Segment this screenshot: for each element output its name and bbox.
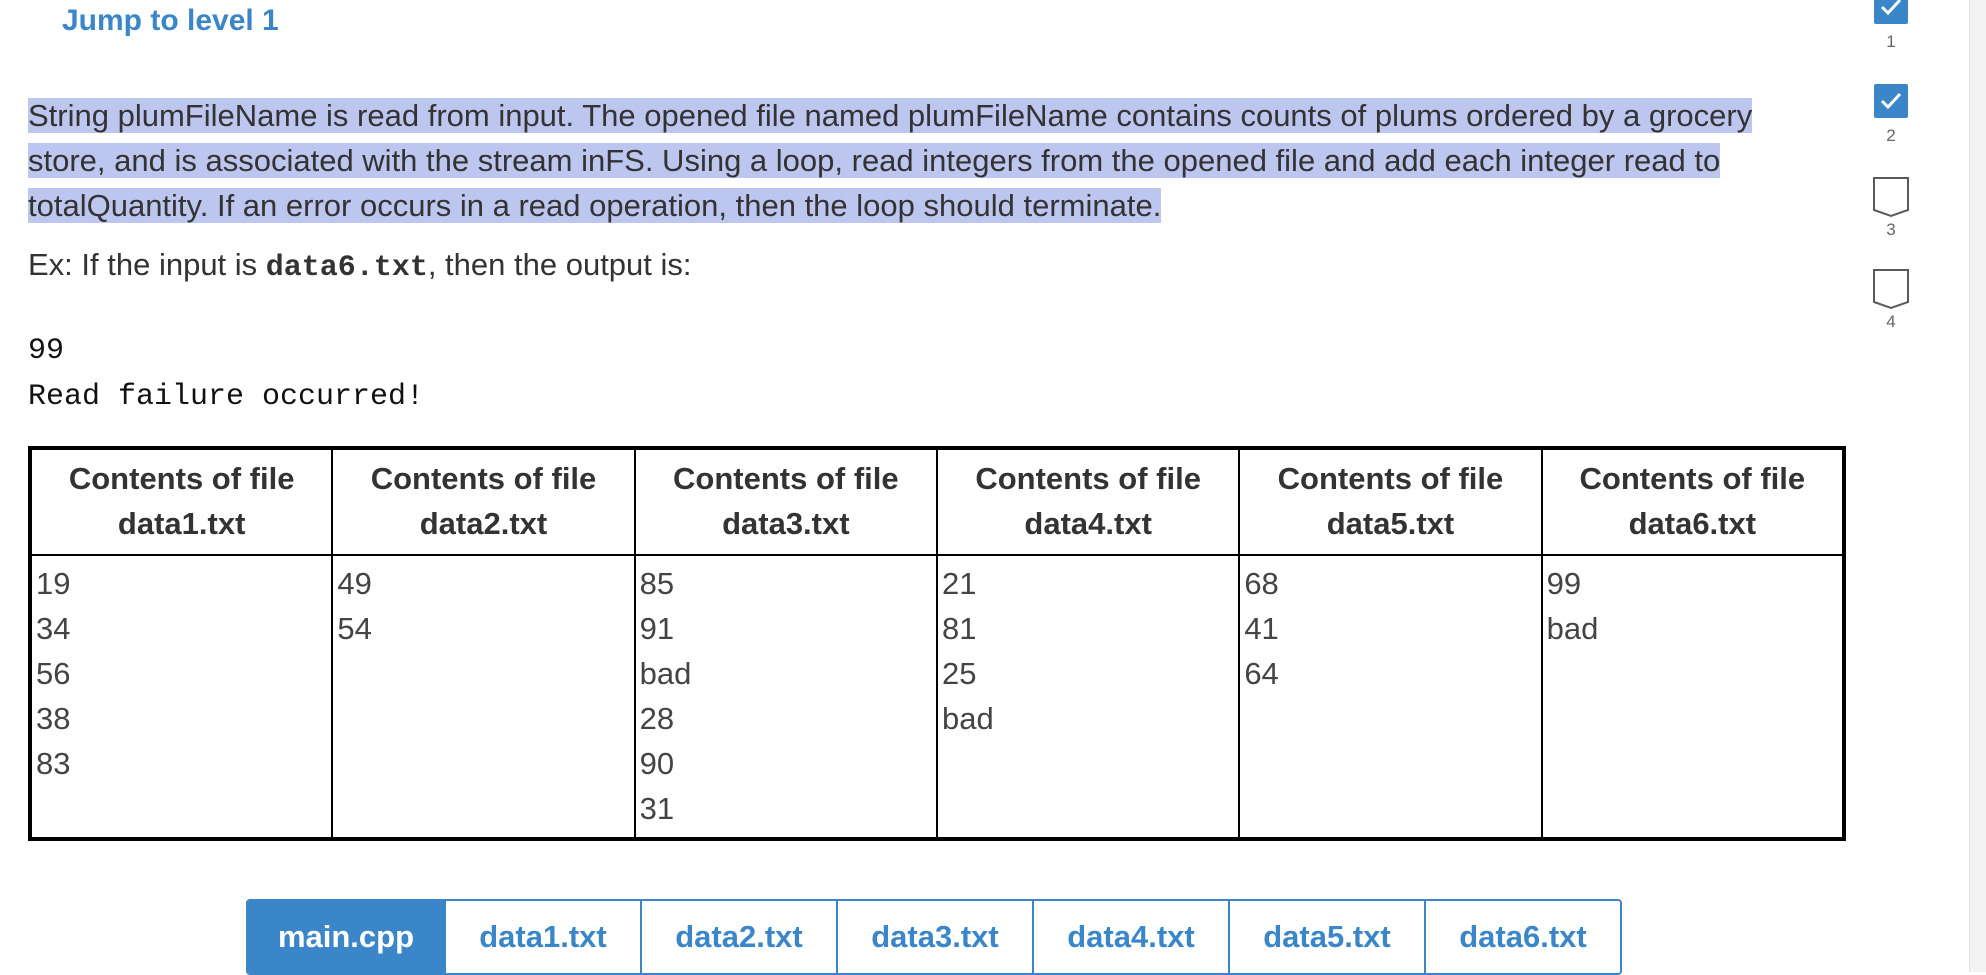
header-line: data6.txt [1628, 506, 1757, 541]
scrollbar-track[interactable] [1969, 0, 1986, 972]
level-number: 1 [1886, 32, 1896, 51]
file-column [1239, 555, 1541, 839]
file-tabs [246, 899, 1622, 975]
file-value: bad [941, 701, 994, 736]
file-column [1542, 555, 1844, 839]
level-item-2[interactable] [1868, 84, 1914, 146]
column-header [30, 448, 332, 555]
tab-main-cpp[interactable]: main.cpp [248, 901, 444, 973]
column-header [1542, 448, 1844, 555]
level-number: 4 [1886, 312, 1896, 331]
level-item-4[interactable] [1868, 268, 1914, 332]
prompt-text [28, 93, 1828, 228]
column-header [635, 448, 937, 555]
file-value: 68 [1244, 566, 1279, 601]
table-header-row [30, 448, 1844, 555]
file-value: 31 [639, 791, 675, 826]
file-value: 91 [639, 611, 675, 646]
header-line: Contents of file [975, 461, 1201, 496]
tab-data4-txt[interactable]: data4.txt [1032, 901, 1228, 973]
level-item-1[interactable] [1868, 0, 1914, 52]
example-prefix: Ex: If the input is [28, 247, 266, 282]
tab-data3-txt[interactable]: data3.txt [836, 901, 1032, 973]
file-value: 81 [941, 611, 977, 646]
file-value: bad [1546, 611, 1599, 646]
tab-data2-txt[interactable]: data2.txt [640, 901, 836, 973]
level-number: 3 [1886, 220, 1896, 239]
example-line [28, 247, 692, 285]
level-incomplete-icon[interactable] [1872, 176, 1910, 218]
table-row [30, 555, 1844, 839]
file-value: 49 [337, 566, 372, 601]
header-line: Contents of file [1579, 461, 1806, 496]
output-line: 99 [28, 334, 65, 368]
file-value: 28 [639, 701, 675, 736]
file-value: 90 [639, 746, 675, 781]
column-header [332, 448, 634, 555]
level-checkbox[interactable] [1874, 84, 1908, 118]
file-value: 64 [1244, 656, 1279, 691]
output-line: Read failure occurred! [28, 380, 425, 414]
header-line: data5.txt [1326, 506, 1455, 541]
file-value: 85 [639, 566, 675, 601]
file-value: 34 [36, 611, 71, 646]
checkmark-icon [1879, 91, 1903, 111]
header-line: Contents of file [68, 461, 295, 496]
example-suffix: , then the output is: [427, 247, 692, 282]
file-value: 83 [36, 746, 71, 781]
tab-data1-txt[interactable]: data1.txt [444, 901, 640, 973]
jump-to-level-link[interactable]: Jump to level 1 [62, 4, 279, 37]
file-column [937, 555, 1239, 839]
header-line: data3.txt [722, 506, 850, 541]
level-number: 2 [1886, 126, 1896, 145]
file-column [332, 555, 634, 839]
column-header [1239, 448, 1541, 555]
file-value: 38 [36, 701, 71, 736]
tab-data5-txt[interactable]: data5.txt [1228, 901, 1424, 973]
header-line: Contents of file [1277, 461, 1504, 496]
file-value: 19 [36, 566, 71, 601]
file-value: 21 [941, 566, 977, 601]
header-line: data4.txt [1024, 506, 1152, 541]
file-value: 56 [36, 656, 71, 691]
header-line: data1.txt [117, 506, 246, 541]
prompt-highlight: String plumFileName is read from input. The opened file named plumFileName contains counts of plums ordered by a grocery store, and is associated with the stream inFS. Using a loop, read integers from the opened file and add each integer read to totalQuantity. If an error occurs in a read operation, then the loop should terminate. [28, 98, 1753, 223]
file-column [635, 555, 937, 839]
file-value: bad [639, 656, 692, 691]
header-line: data2.txt [419, 506, 548, 541]
file-value: 41 [1244, 611, 1279, 646]
example-code: data6.txt [265, 251, 428, 285]
header-line: Contents of file [673, 461, 899, 496]
header-line: Contents of file [370, 461, 597, 496]
file-value [36, 786, 327, 831]
file-value: 99 [1546, 566, 1582, 601]
expected-output [28, 328, 424, 420]
checkmark-icon [1879, 0, 1903, 17]
level-incomplete-icon[interactable] [1872, 268, 1910, 310]
level-checkbox[interactable] [1874, 0, 1908, 24]
level-item-3[interactable] [1868, 176, 1914, 240]
file-value: 54 [337, 611, 372, 646]
file-contents-table [28, 446, 1846, 841]
tab-data6-txt[interactable]: data6.txt [1424, 901, 1620, 973]
file-value: 25 [941, 656, 977, 691]
file-column [30, 555, 332, 839]
column-header [937, 448, 1239, 555]
